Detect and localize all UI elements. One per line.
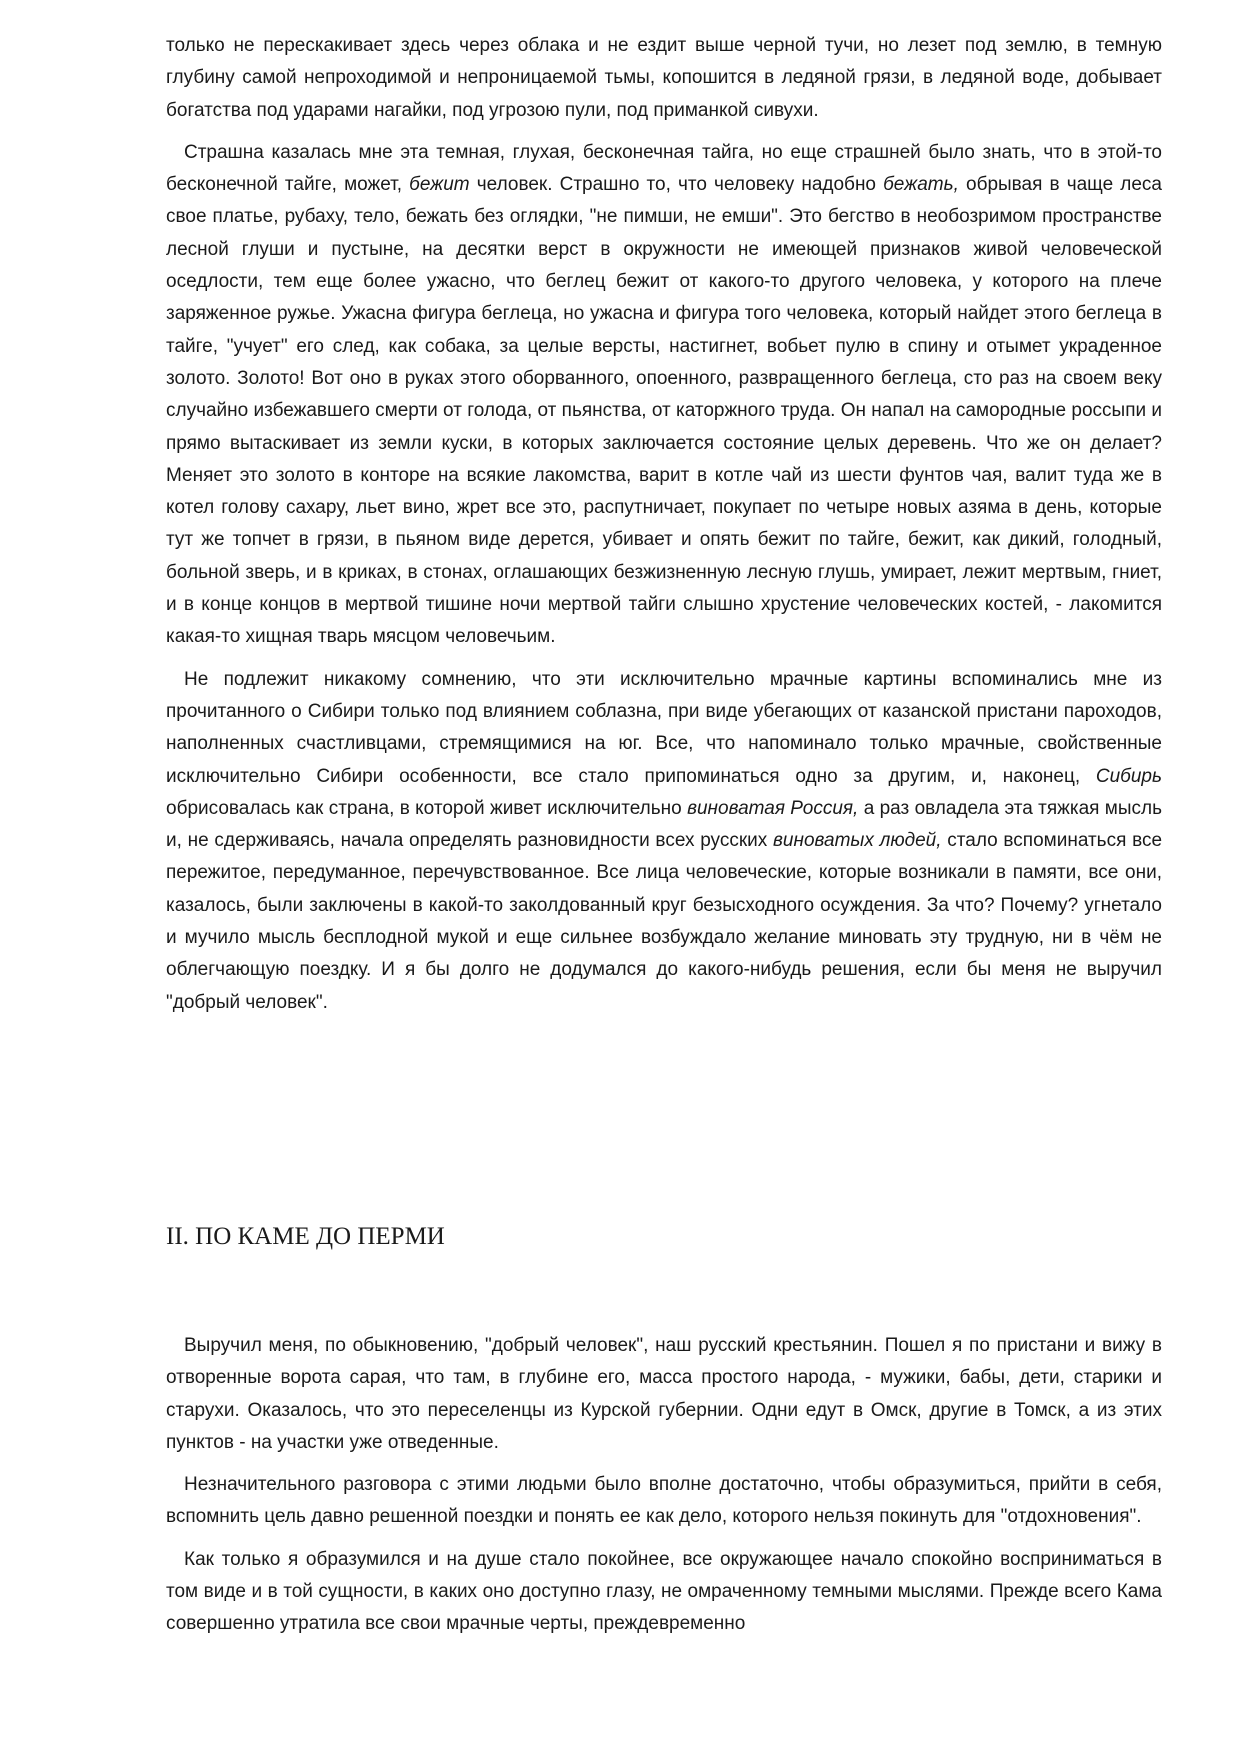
text-run: Выручил меня, по обыкновению, "добрый человек", наш русский крестьянин. Пошел я по пристани и вижу в отворенные ворота сарая, что там, в глубине его, масса простого народа, - мужики, бабы, дети, старики и старухи. Оказалось, что это переселенцы из Курской губернии. Одни едут в Омск, другие в Томск, а из этих пунктов - на участки уже отведенные. (166, 1335, 1162, 1453)
text-block-2 (166, 1330, 1162, 1641)
text-run: Страшна казалась мне эта темная, глухая, бесконечная тайга, но еще страшней было знать, что в этой-то бесконечной тайге, может, (166, 141, 1162, 196)
paragraph-5 (166, 1469, 1162, 1534)
text-run: а раз овладела эта тяжкая мысль и, не сдерживаясь, начала определять разновидности всех русских (166, 797, 1162, 852)
emphasis-run: бежать, (883, 174, 959, 196)
text-block-1 (166, 30, 1162, 1019)
emphasis-run: Сибирь (1095, 765, 1162, 787)
emphasis-run: бежит (409, 174, 470, 196)
paragraph-6 (166, 1544, 1162, 1641)
paragraph-1: только не перескакивает здесь через облака и не ездит выше черной тучи, но лезет под землю, в темную глубину самой непроходимой и непроницаемой тьмы, копошится в ледяной грязи, в ледяной воде, добывает богатства под ударами нагайки, под угрозою пули, под приманкой сивухи. (166, 35, 1162, 121)
text-run: Как только я образумился и на душе стало покойнее, все окружающее начало спокойно восприниматься в том виде и в той сущности, в каких оно доступно глазу, не омраченному темными мыслями. Прежде всего Кама совершенно утратила все свои мрачные черты, преждевременно (166, 1548, 1162, 1635)
emphasis-run: виноватая Россия, (687, 797, 859, 819)
text-run: человек. Страшно то, что человеку надобно (476, 174, 876, 196)
text-run: стало вспоминаться все пережитое, передуманное, перечувствованное. Все лица человеческие, которые возникали в памяти, все они, казалось, были заключены в какой-то заколдованный круг безысходного осуждения. За что? Почему? угнетало и мучило мысль бесплодной мукой и еще сильнее возбуждало желание миновать эту трудную, ни в чём не облегчающую поездку. И я бы долго не додумался до какого-нибудь решения, если бы меня не выручил "добрый человек". (166, 830, 1163, 1013)
text-run: обрывая в чаще леса свое платье, рубаху, тело, бежать без оглядки, "не пимши, не емши". Это бегство в необозримом пространстве лесной глуши и пустыне, на десятки верст в окружности не имеющей признаков живой человеческой оседлости, тем еще более ужасно, что беглец бежит от какого-то другого человека, у которого на плече заряженное ружье. Ужасна фигура беглеца, но ужасна и фигура того человека, который найдет этого беглеца в тайге, "учует" его след, как собака, за целые версты, настигнет, вобьет пулю в спину и отымет украденное золото. Золото! Вот оно в руках этого оборванного, опоенного, развращенного беглеца, сто раз на своем веку случайно избежавшего смерти от голода, от пьянства, от каторжного труда. Он напал на самородные россыпи и прямо вытаскивает из земли куски, в которых заключается состояние целых деревень. Что же он делает? Меняет это золото в конторе на всякие лакомства, варит в котле чай из шести фунтов чая, валит туда же в котел голову сахару, льет вино, жрет все это, распутничает, покупает по четыре новых азяма в день, которые тут же топчет в грязи, в пьяном виде дерется, убивает и опять бежит по тайге, бежит, как дикий, голодный, больной зверь, и в криках, в стонах, оглашающих безжизненную лесную глушь, умирает, лежит мертвым, гниет, и в конце концов в мертвой тишине ночи мертвой тайги слышно хрустение человеческих костей, - лакомится какая-то хищная тварь мясцом человечьим. (166, 174, 1162, 648)
emphasis-run: виноватых людей, (773, 830, 942, 852)
paragraph-3 (166, 664, 1162, 1019)
paragraph-2 (166, 137, 1162, 654)
text-run: обрисовалась как страна, в которой живет исключительно (166, 797, 682, 819)
chapter-heading: II. ПО КАМЕ ДО ПЕРМИ (166, 1223, 445, 1250)
text-run: Незначительного разговора с этими людьми было вполне достаточно, чтобы образумиться, прийти в себя, вспомнить цель давно решенной поездки и понять ее как дело, которого нельзя покинуть для "отдохновения". (166, 1474, 1162, 1528)
text-run: Не подлежит никакому сомнению, что эти исключительно мрачные картины вспоминались мне из прочитанного о Сибири только под влиянием соблазна, при виде убегающих от казанской пристани пароходов, наполненных счастливцами, стремящимися на юг. Все, что напоминало только мрачные, свойственные исключительно Сибири особенности, все стало припоминаться одно за другим, и, наконец, (166, 668, 1162, 787)
paragraph-4 (166, 1330, 1162, 1459)
